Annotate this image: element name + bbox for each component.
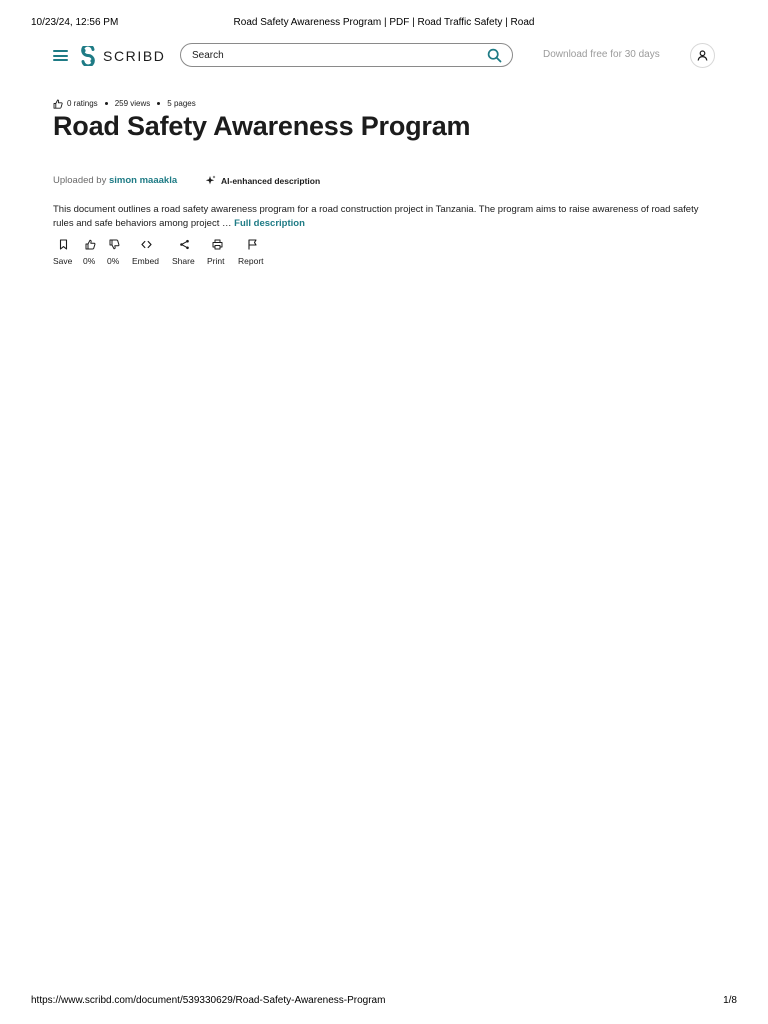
print-url: https://www.scribd.com/document/539330629/Road-Safety-Awareness-Program: [31, 995, 386, 1006]
like-button[interactable]: [83, 238, 99, 268]
user-icon: [697, 50, 708, 61]
print-button[interactable]: [207, 238, 229, 268]
ai-enhanced-badge[interactable]: [205, 175, 320, 186]
views-count: 259 views: [114, 99, 151, 108]
document-title: Road Safety Awareness Program: [53, 111, 471, 141]
share-button[interactable]: [172, 238, 198, 268]
uploader-info: [53, 175, 177, 186]
embed-button[interactable]: [132, 238, 162, 268]
dislike-button[interactable]: [107, 238, 123, 268]
share-label: Share: [172, 256, 195, 266]
thumbs-up-icon: [53, 99, 63, 109]
top-navigation: [0, 40, 768, 72]
bookmark-icon: [58, 239, 69, 250]
ai-enhanced-label: AI-enhanced description: [221, 175, 321, 186]
report-button[interactable]: [238, 238, 268, 268]
brand-name: SCRIBD: [103, 48, 166, 64]
like-percentage: 0%: [83, 256, 96, 266]
separator-dot: [157, 102, 160, 105]
thumbs-up-icon: [85, 239, 96, 250]
full-description-link[interactable]: Full description: [234, 218, 305, 229]
flag-icon: [247, 239, 258, 250]
embed-label: Embed: [132, 256, 159, 266]
print-datetime: 10/23/24, 12:56 PM: [31, 17, 119, 28]
print-page-title: Road Safety Awareness Program | PDF | Road Traffic Safety | Road: [233, 17, 535, 28]
user-account-button[interactable]: [690, 43, 715, 68]
save-label: Save: [53, 256, 73, 266]
download-free-trial-link[interactable]: Download free for 30 days: [543, 49, 660, 60]
search-icon[interactable]: [487, 48, 502, 63]
description-text: This document outlines a road safety awareness program for a road construction project in Tanzania. The program aims to raise awareness of road safety rules and safe behaviors among project …: [53, 204, 699, 229]
dislike-percentage: 0%: [107, 256, 120, 266]
document-stats: [53, 98, 196, 109]
uploaded-by-label: Uploaded by: [53, 175, 107, 186]
thumbs-down-icon: [109, 239, 120, 250]
separator-dot: [105, 102, 108, 105]
print-label: Print: [207, 256, 225, 266]
document-description: [53, 203, 715, 231]
printer-icon: [212, 239, 223, 250]
print-header: [0, 17, 768, 31]
uploader-link[interactable]: simon maaakla: [109, 175, 178, 186]
print-page-number: 1/8: [723, 995, 737, 1006]
code-icon: [141, 239, 152, 250]
scribd-logo[interactable]: [80, 45, 166, 67]
search-input[interactable]: [192, 47, 472, 63]
hamburger-menu-icon[interactable]: [53, 50, 68, 61]
sparkle-icon: [205, 175, 216, 186]
share-icon: [179, 239, 190, 250]
pages-count: 5 pages: [167, 99, 196, 108]
report-label: Report: [238, 256, 264, 266]
save-button[interactable]: [53, 238, 73, 268]
search-box[interactable]: [180, 43, 513, 67]
ratings-count: 0 ratings: [67, 99, 98, 108]
scribd-logo-icon: [80, 46, 96, 66]
